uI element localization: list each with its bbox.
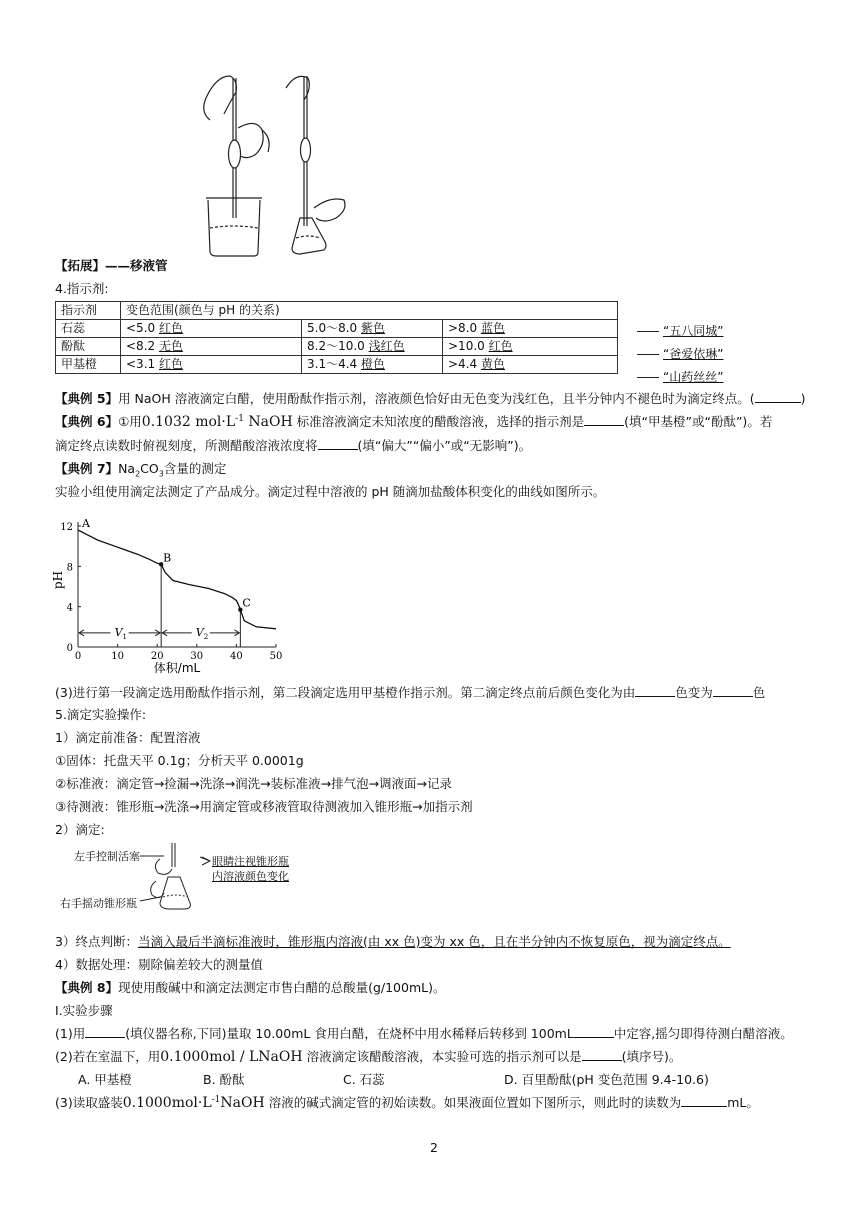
point-label-a: A	[82, 517, 90, 531]
example8-steps: Ⅰ.实验步骤	[55, 1003, 113, 1018]
y-tick-label: 4	[66, 602, 73, 614]
titration-figure	[60, 843, 320, 915]
operations-test: ③待测液：锥形瓶→洗涤→用滴定管或移液管取待测液加入锥形瓶→加指示剂	[55, 799, 473, 814]
titration-drawing	[60, 843, 320, 915]
mnemonic-methyl-orange: “山药丝丝”	[637, 368, 723, 385]
table-cell: <5.0 红色	[121, 320, 302, 338]
example6-line1: 【典例 6】①用0.1032 $mol\cdot L^{-1}$ NaOH 标准溶液滴定未知浓度的醋酸溶液，选择的指示剂是 (填“甲基橙”或“酚酞”)。若	[55, 413, 773, 430]
table-cell: >4.4 黄色	[443, 356, 618, 374]
operations-heading: 5.滴定实验操作:	[55, 707, 147, 722]
indicators-heading: 4.指示剂:	[55, 281, 109, 296]
x-tick-label: 10	[111, 651, 124, 662]
table-row	[56, 320, 618, 338]
ph-titration-chart	[50, 512, 290, 677]
label-eyes-2: 内溶液颜色变化	[212, 870, 289, 883]
example8-title: 【典例 8】现使用酸碱中和滴定法测定市售白醋的总酸量(g/100mL)。	[55, 980, 446, 995]
label-right-hand: 右手摇动锥形瓶	[60, 897, 137, 910]
span-label-sub-1: 1	[122, 632, 128, 641]
label-left-hand: 左手控制活塞	[74, 850, 140, 863]
example7-q3: (3)进行第一段滴定选用酚酞作指示剂，第二段滴定选用甲基橙作指示剂。第二滴定终点前后颜色变化为由 色变为 色	[55, 685, 766, 700]
example6-line2: 滴定终点读数时俯视刻度，所测醋酸溶液浓度将 (填“偏大”“偏小”或“无影响”)。	[55, 438, 532, 453]
mnemonic-phenolphthalein: “爸爱依琳”	[637, 345, 723, 362]
example8-s1: (1)用 (填仪器名称,下同)量取 10.00mL 食用白醋，在烧杯中用水稀释后转移到 100mL 中定容,摇匀即得待测白醋溶液。	[55, 1026, 793, 1041]
table-header: 变色范围(颜色与 pH 的关系)	[121, 302, 618, 320]
operations-solid: ①固体：托盘天平 0.1g；分析天平 0.0001g	[55, 753, 304, 768]
table-cell: >8.0 蓝色	[443, 320, 618, 338]
x-tick-label: 20	[150, 651, 164, 662]
page-number: 2	[430, 1140, 438, 1155]
mnemonic-litmus: “五八同城”	[637, 322, 723, 339]
table-row	[56, 338, 618, 356]
expand-heading: 【拓展】——移液管	[55, 258, 168, 273]
example7-title: 【典例 7】$Na_2CO_3$含量的测定	[55, 461, 227, 479]
example8-option-b: B. 酚酞	[203, 1072, 245, 1087]
table-cell: 8.2～10.0 浅红色	[302, 338, 443, 356]
indicator-name: 石蕊	[56, 320, 121, 338]
span-label-sub-2: 2	[203, 632, 209, 641]
point-label-b: B	[163, 551, 172, 565]
operations-data: 4）数据处理：剔除偏差较大的测量值	[55, 957, 263, 972]
table-cell: >10.0 红色	[443, 338, 618, 356]
y-tick-label: 8	[66, 562, 73, 574]
table-cell: 3.1～4.4 橙色	[302, 356, 443, 374]
table-cell: 5.0～8.0 紫色	[302, 320, 443, 338]
example8-option-c: C. 石蕊	[343, 1072, 385, 1087]
operations-prep: 1）滴定前准备：配置溶液	[55, 730, 201, 745]
table-cell: <3.1 红色	[121, 356, 302, 374]
y-axis-label: pH	[51, 570, 65, 590]
table-row	[56, 356, 618, 374]
x-tick-label: 30	[190, 651, 204, 662]
indicator-name: 甲基橙	[56, 356, 121, 374]
example7-text: 实验小组使用滴定法测定了产品成分。滴定过程中溶液的 pH 随滴加盐酸体积变化的曲线如图所示。	[55, 484, 606, 499]
x-axis-label: 体积/mL	[153, 661, 201, 675]
y-tick-label: 0	[66, 643, 73, 654]
operations-titrate: 2）滴定:	[55, 822, 105, 837]
y-tick-label: 12	[60, 522, 73, 533]
operations-endpoint: 3）终点判断：当滴入最后半滴标准液时，锥形瓶内溶液(由 xx 色)变为 xx 色，且在半分钟内不恢复原色，视为滴定终点。	[55, 934, 731, 949]
label-eyes-1: 眼睛注视锥形瓶	[212, 855, 289, 868]
pipette-figure	[196, 68, 356, 260]
table-cell: <8.2 无色	[121, 338, 302, 356]
ph-curve	[78, 530, 276, 629]
example8-option-a: A. 甲基橙	[78, 1072, 132, 1087]
point-label-c: C	[242, 596, 251, 610]
example8-s3: (3)读取盛装$0.1000mol\cdot L^{-1}NaOH$ 溶液的碱式滴定管的初始读数。如果液面位置如下图所示，则此时的读数为 mL。	[55, 1094, 759, 1111]
example8-s2: (2)若在室温下，用0.1000mol / LNaOH 溶液滴定该醋酸溶液，本实验可选的指示剂可以是 (填序号)。	[55, 1049, 682, 1065]
indicator-table	[55, 301, 618, 374]
x-tick-label: 50	[269, 651, 283, 662]
span-label-1: $V_1$	[114, 625, 128, 641]
example5: 【典例 5】用 NaOH 溶液滴定白醋，使用酚酞作指示剂，溶液颜色恰好由无色变为浅红色，且半分钟内不褪色时为滴定终点。( )	[55, 391, 806, 406]
table-header-row	[56, 302, 618, 320]
table-header: 指示剂	[56, 302, 121, 320]
x-tick-label: 40	[230, 651, 243, 662]
x-tick-label: 0	[74, 651, 82, 662]
example8-option-d: D. 百里酚酞(pH 变色范围 9.4-10.6)	[504, 1072, 709, 1087]
span-label-2: $V_2$	[195, 625, 209, 641]
operations-standard: ②标准液：滴定管→捡漏→洗涤→润洗→装标准液→排气泡→调液面→记录	[55, 776, 453, 791]
indicator-name: 酚酞	[56, 338, 121, 356]
